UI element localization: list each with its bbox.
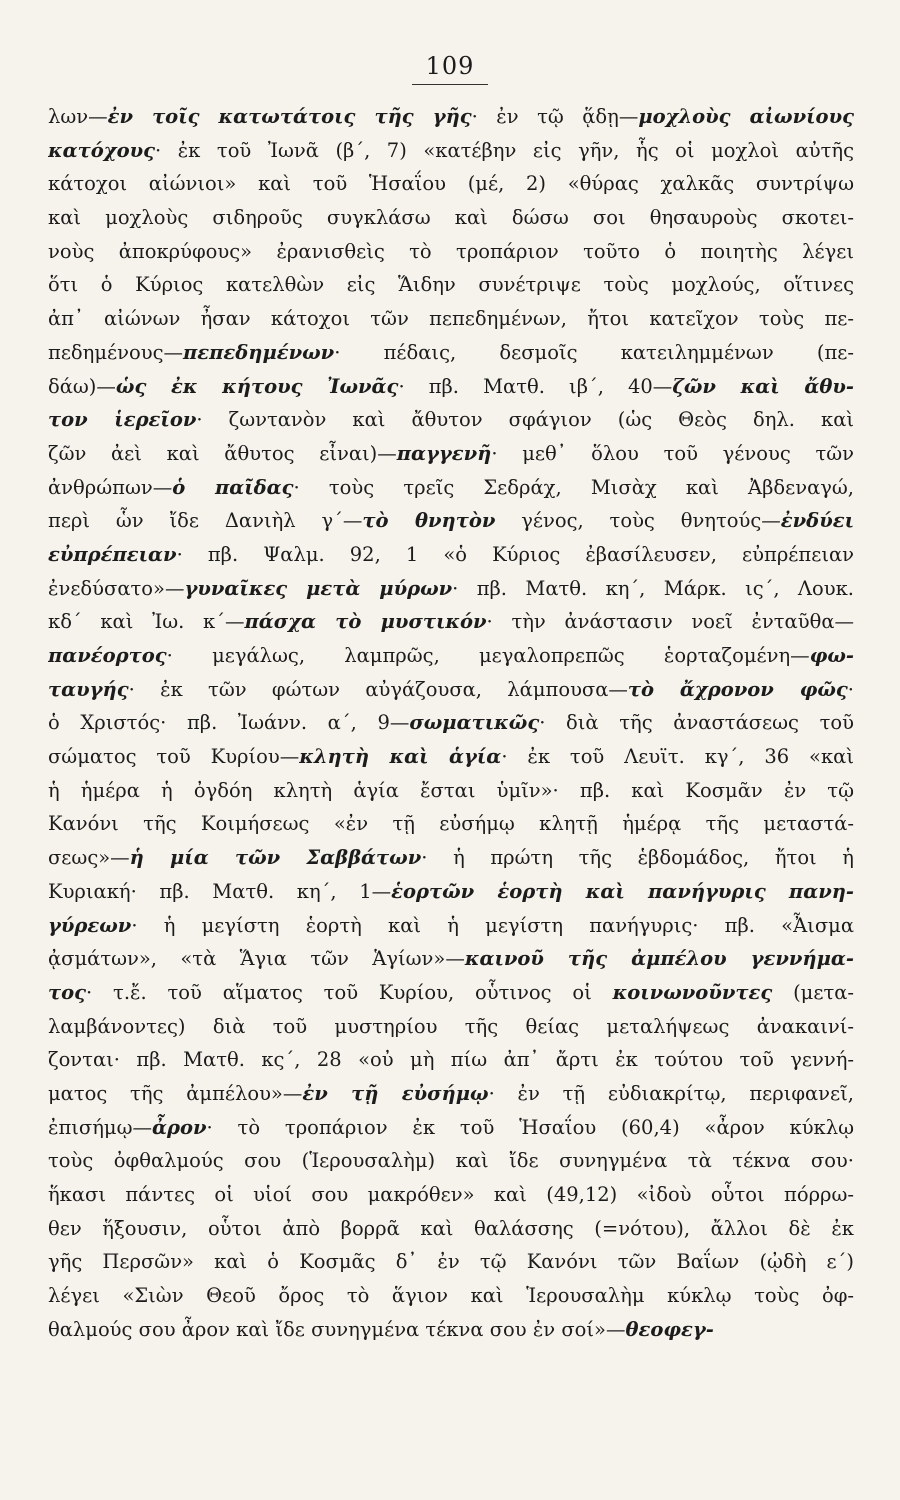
text-line <box>48 302 854 336</box>
text-run: νοὺς ἀποκρύφους» ἐρανισθεὶς τὸ τροπάριον τοῦτο ὁ ποιητὴς λέγει <box>48 239 854 263</box>
text-run: · ἐκ τοῦ Λευϊτ. κγ΄, 36 «καὶ <box>501 745 854 769</box>
text-line <box>48 1178 854 1212</box>
text-run: · ἐν τῇ εὐδιακρίτῳ, περιφανεῖ, <box>488 1081 854 1105</box>
text-run: δάω)— <box>48 374 116 398</box>
bold-term: τὸ ἄχρονον φῶς <box>627 677 848 701</box>
text-run: · τοὺς τρεῖς Σεδράχ, Μισὰχ καὶ Ἀβδεναγώ, <box>293 475 854 499</box>
text-line <box>48 1212 854 1246</box>
text-line <box>48 538 854 572</box>
text-run: κάτοχοι αἰώνιοι» καὶ τοῦ Ἡσαΐου (μέ, 2) «θύρας χαλκᾶς συντρίψω <box>48 172 854 196</box>
page-number: 109 <box>425 52 475 80</box>
text-line <box>48 201 854 235</box>
bold-term: ἐν τοῖς κατωτάτοις τῆς γῆς <box>107 105 472 128</box>
text-run: · <box>847 677 854 701</box>
text-run: ζῶν ἀεὶ καὶ ἄθυτος εἶναι)— <box>48 441 397 465</box>
text-run: · τὸ τροπάριον ἐκ τοῦ Ἡσαΐου (60,4) «ἆρον κύκλῳ <box>206 1115 854 1139</box>
text-line <box>48 1077 854 1111</box>
text-line <box>48 167 854 201</box>
text-run: · ἐκ τοῦ Ἰωνᾶ (β΄, 7) «κατέβην εἰς γῆν, ἧς οἱ μοχλοὶ αὐτῆς <box>154 138 854 162</box>
bold-term: πάσχα τὸ μυστικόν <box>244 610 487 634</box>
bold-term: ταυγής <box>48 677 129 701</box>
text-run: · τ.ἔ. τοῦ αἵματος τοῦ Κυρίου, οὗτινος οἱ <box>86 980 613 1004</box>
text-run: · πβ. Ματθ. ιβ΄, 40— <box>398 374 673 398</box>
bold-term: γύρεων <box>48 913 132 937</box>
text-line <box>48 1043 854 1077</box>
text-line <box>48 1279 854 1313</box>
text-run: πεδημένους— <box>48 340 183 364</box>
bold-term: πανέορτος <box>48 644 167 667</box>
text-line <box>48 1010 854 1044</box>
bold-term: ἐν τῇ εὐσήμῳ <box>302 1081 489 1105</box>
text-run: ᾀσμάτων», «τὰ Ἅγια τῶν Ἁγίων»— <box>48 947 465 971</box>
bold-term: ἑορτῶν ἑορτὴ καὶ πανήγυρις πανη- <box>391 879 854 903</box>
text-line <box>48 403 854 437</box>
main-text <box>48 100 854 1346</box>
bold-term: ἐνδύει <box>780 509 854 533</box>
text-line <box>48 471 854 505</box>
text-line <box>48 673 854 707</box>
text-run: · μεθ᾽ ὅλου τοῦ γένους τῶν <box>491 441 854 465</box>
bold-term: παγγενῆ <box>396 441 492 465</box>
bold-term: κλητὴ καὶ ἁγία <box>299 745 502 769</box>
text-run: · ἐν τῷ ᾅδῃ— <box>471 105 639 128</box>
text-line <box>48 807 854 841</box>
bold-term: φω- <box>809 644 854 667</box>
text-line <box>48 605 854 639</box>
text-line <box>48 909 854 943</box>
text-line <box>48 976 854 1010</box>
text-run: καὶ μοχλοὺς σιδηροῦς συγκλάσω καὶ δώσω σοι θησαυροὺς σκοτει- <box>48 206 854 230</box>
text-run: ματος τῆς ἀμπέλου»— <box>48 1081 303 1105</box>
bold-term: κατόχους <box>48 138 155 162</box>
text-line <box>48 1111 854 1145</box>
text-run: ὅτι ὁ Κύριος κατελθὼν εἰς Ἅιδην συνέτριψε τοὺς μοχλούς, οἵτινες <box>48 273 854 297</box>
text-line <box>48 706 854 740</box>
text-line <box>48 504 854 538</box>
text-run: · ἡ πρώτη τῆς ἑβδομάδος, ἤτοι ἡ <box>421 846 854 870</box>
text-run: γένος, τοὺς θνητούς— <box>495 509 781 533</box>
text-run: ζονται· πβ. Ματθ. κς΄, 28 «οὐ μὴ πίω ἀπ᾽ ἄρτι ἐκ τούτου τοῦ γεννή- <box>48 1048 854 1072</box>
text-line <box>48 841 854 875</box>
text-run: · πβ. Ματθ. κη΄, Μάρκ. ις΄, Λουκ. <box>452 576 854 600</box>
text-line <box>48 1313 854 1347</box>
text-line <box>48 1245 854 1279</box>
text-line <box>48 370 854 404</box>
text-run: λέγει «Σιὼν Θεοῦ ὄρος τὸ ἅγιον καὶ Ἱερουσαλὴμ κύκλῳ τοὺς ὀφ- <box>48 1284 854 1308</box>
text-run: γῆς Περσῶν» καὶ ὁ Κοσμᾶς δ᾽ ἐν τῷ Κανόνι τῶν Βαΐων (ᾠδὴ ε΄) <box>48 1250 854 1274</box>
bold-term: τος <box>48 980 87 1004</box>
bold-term: θεοφεγ- <box>625 1317 714 1341</box>
bold-term: εὐπρέπειαν <box>48 542 177 566</box>
text-run: ἥκασι πάντες οἱ υἱοί σου μακρόθεν» καὶ (49,12) «ἰδοὺ οὗτοι πόρρω- <box>48 1183 854 1206</box>
text-line <box>48 572 854 606</box>
text-run: ἡ ἡμέρα ἡ ὀγδόη κλητὴ ἁγία ἔσται ὑμῖν»· πβ. καὶ Κοσμᾶν ἐν τῷ <box>48 778 854 802</box>
text-run: · διὰ τῆς ἀναστάσεως τοῦ <box>539 711 854 735</box>
bold-term: ἆρον <box>152 1115 207 1139</box>
text-line <box>48 942 854 976</box>
bold-term: τὸ θνητὸν <box>362 509 496 533</box>
bold-term: κοινωνοῦντες <box>612 980 773 1004</box>
text-line <box>48 740 854 774</box>
bold-term: καινοῦ τῆς ἀμπέλου γεννήμα- <box>464 947 854 971</box>
text-run: περὶ ὧν ἴδε Δανιὴλ γ΄— <box>48 509 363 533</box>
text-run: ἐπισήμῳ— <box>48 1115 152 1139</box>
text-run: θεν ἥξουσιν, οὗτοι ἀπὸ βορρᾶ καὶ θαλάσσης (=νότου), ἄλλοι δὲ ἐκ <box>48 1216 854 1240</box>
text-line <box>48 774 854 808</box>
text-run: ἐνεδύσατο»— <box>48 576 185 600</box>
text-line <box>48 235 854 269</box>
text-line <box>48 875 854 909</box>
text-run: λων— <box>48 105 108 128</box>
bold-term: τον ἱερεῖον <box>48 408 197 432</box>
text-run: σεως»— <box>48 846 130 870</box>
text-run: τοὺς ὀφθαλμούς σου (Ἱερουσαλὴμ) καὶ ἴδε συνηγμένα τὰ τέκνα σου· <box>48 1149 854 1173</box>
bold-term: σωματικῶς <box>409 711 540 735</box>
text-line <box>48 639 854 673</box>
page-number-rule <box>412 84 488 85</box>
text-line <box>48 100 854 134</box>
text-run: · τὴν ἀνάστασιν νοεῖ ἐνταῦθα— <box>486 610 854 634</box>
text-run: · ἐκ τῶν φώτων αὐγάζουσα, λάμπουσα— <box>128 677 628 701</box>
bold-term: μοχλοὺς αἰωνίους <box>638 105 854 128</box>
bold-term: ὁ παῖδας <box>172 475 294 499</box>
bold-term: ἡ μία τῶν Σαββάτων <box>129 846 422 870</box>
text-line <box>48 336 854 370</box>
text-run: ἀπ᾽ αἰώνων ἦσαν κάτοχοι τῶν πεπεδημένων, ἤτοι κατεῖχον τοὺς πε- <box>48 307 854 331</box>
text-run: Κυριακή· πβ. Ματθ. κη΄, 1— <box>48 879 392 903</box>
text-run: (μετα- <box>772 980 854 1004</box>
text-run: κδ΄ καὶ Ἰω. κ΄— <box>48 610 245 634</box>
text-run: σώματος τοῦ Κυρίου— <box>48 745 300 769</box>
text-line <box>48 268 854 302</box>
bold-term: γυναῖκες μετὰ μύρων <box>184 576 453 600</box>
text-line <box>48 437 854 471</box>
bold-term: ὡς ἐκ κήτους Ἰωνᾶς <box>115 374 399 398</box>
text-run: ἀνθρώπων— <box>48 475 173 499</box>
text-run: · ζωντανὸν καὶ ἄθυτον σφάγιον (ὡς Θεὸς δηλ. καὶ <box>196 408 854 432</box>
text-run: λαμβάνοντες) διὰ τοῦ μυστηρίου τῆς θείας μεταλήψεως ἀνακαινί- <box>48 1014 854 1038</box>
text-run: Κανόνι τῆς Κοιμήσεως «ἐν τῇ εὐσήμῳ κλητῇ ἡμέρᾳ τῆς μεταστά- <box>48 812 854 836</box>
text-line <box>48 1144 854 1178</box>
text-run: · ἡ μεγίστη ἑορτὴ καὶ ἡ μεγίστη πανήγυρις· πβ. «Ἆισμα <box>131 913 854 937</box>
text-run: ὁ Χριστός· πβ. Ἰωάνν. α΄, 9— <box>48 711 410 735</box>
bold-term: πεπεδημένων <box>183 340 335 364</box>
text-run: θαλμούς σου ἆρον καὶ ἴδε συνηγμένα τέκνα σου ἐν σοί»— <box>48 1317 626 1341</box>
text-run: · πέδαις, δεσμοῖς κατειλημμένων (πε- <box>334 340 854 364</box>
text-run: · πβ. Ψαλμ. 92, 1 «ὁ Κύριος ἐβασίλευσεν, εὐπρέπειαν <box>176 542 854 566</box>
text-run: · μεγάλως, λαμπρῶς, μεγαλοπρεπῶς ἑορταζομένη— <box>166 644 810 667</box>
text-line <box>48 134 854 168</box>
bold-term: ζῶν καὶ ἄθυ- <box>672 374 854 398</box>
